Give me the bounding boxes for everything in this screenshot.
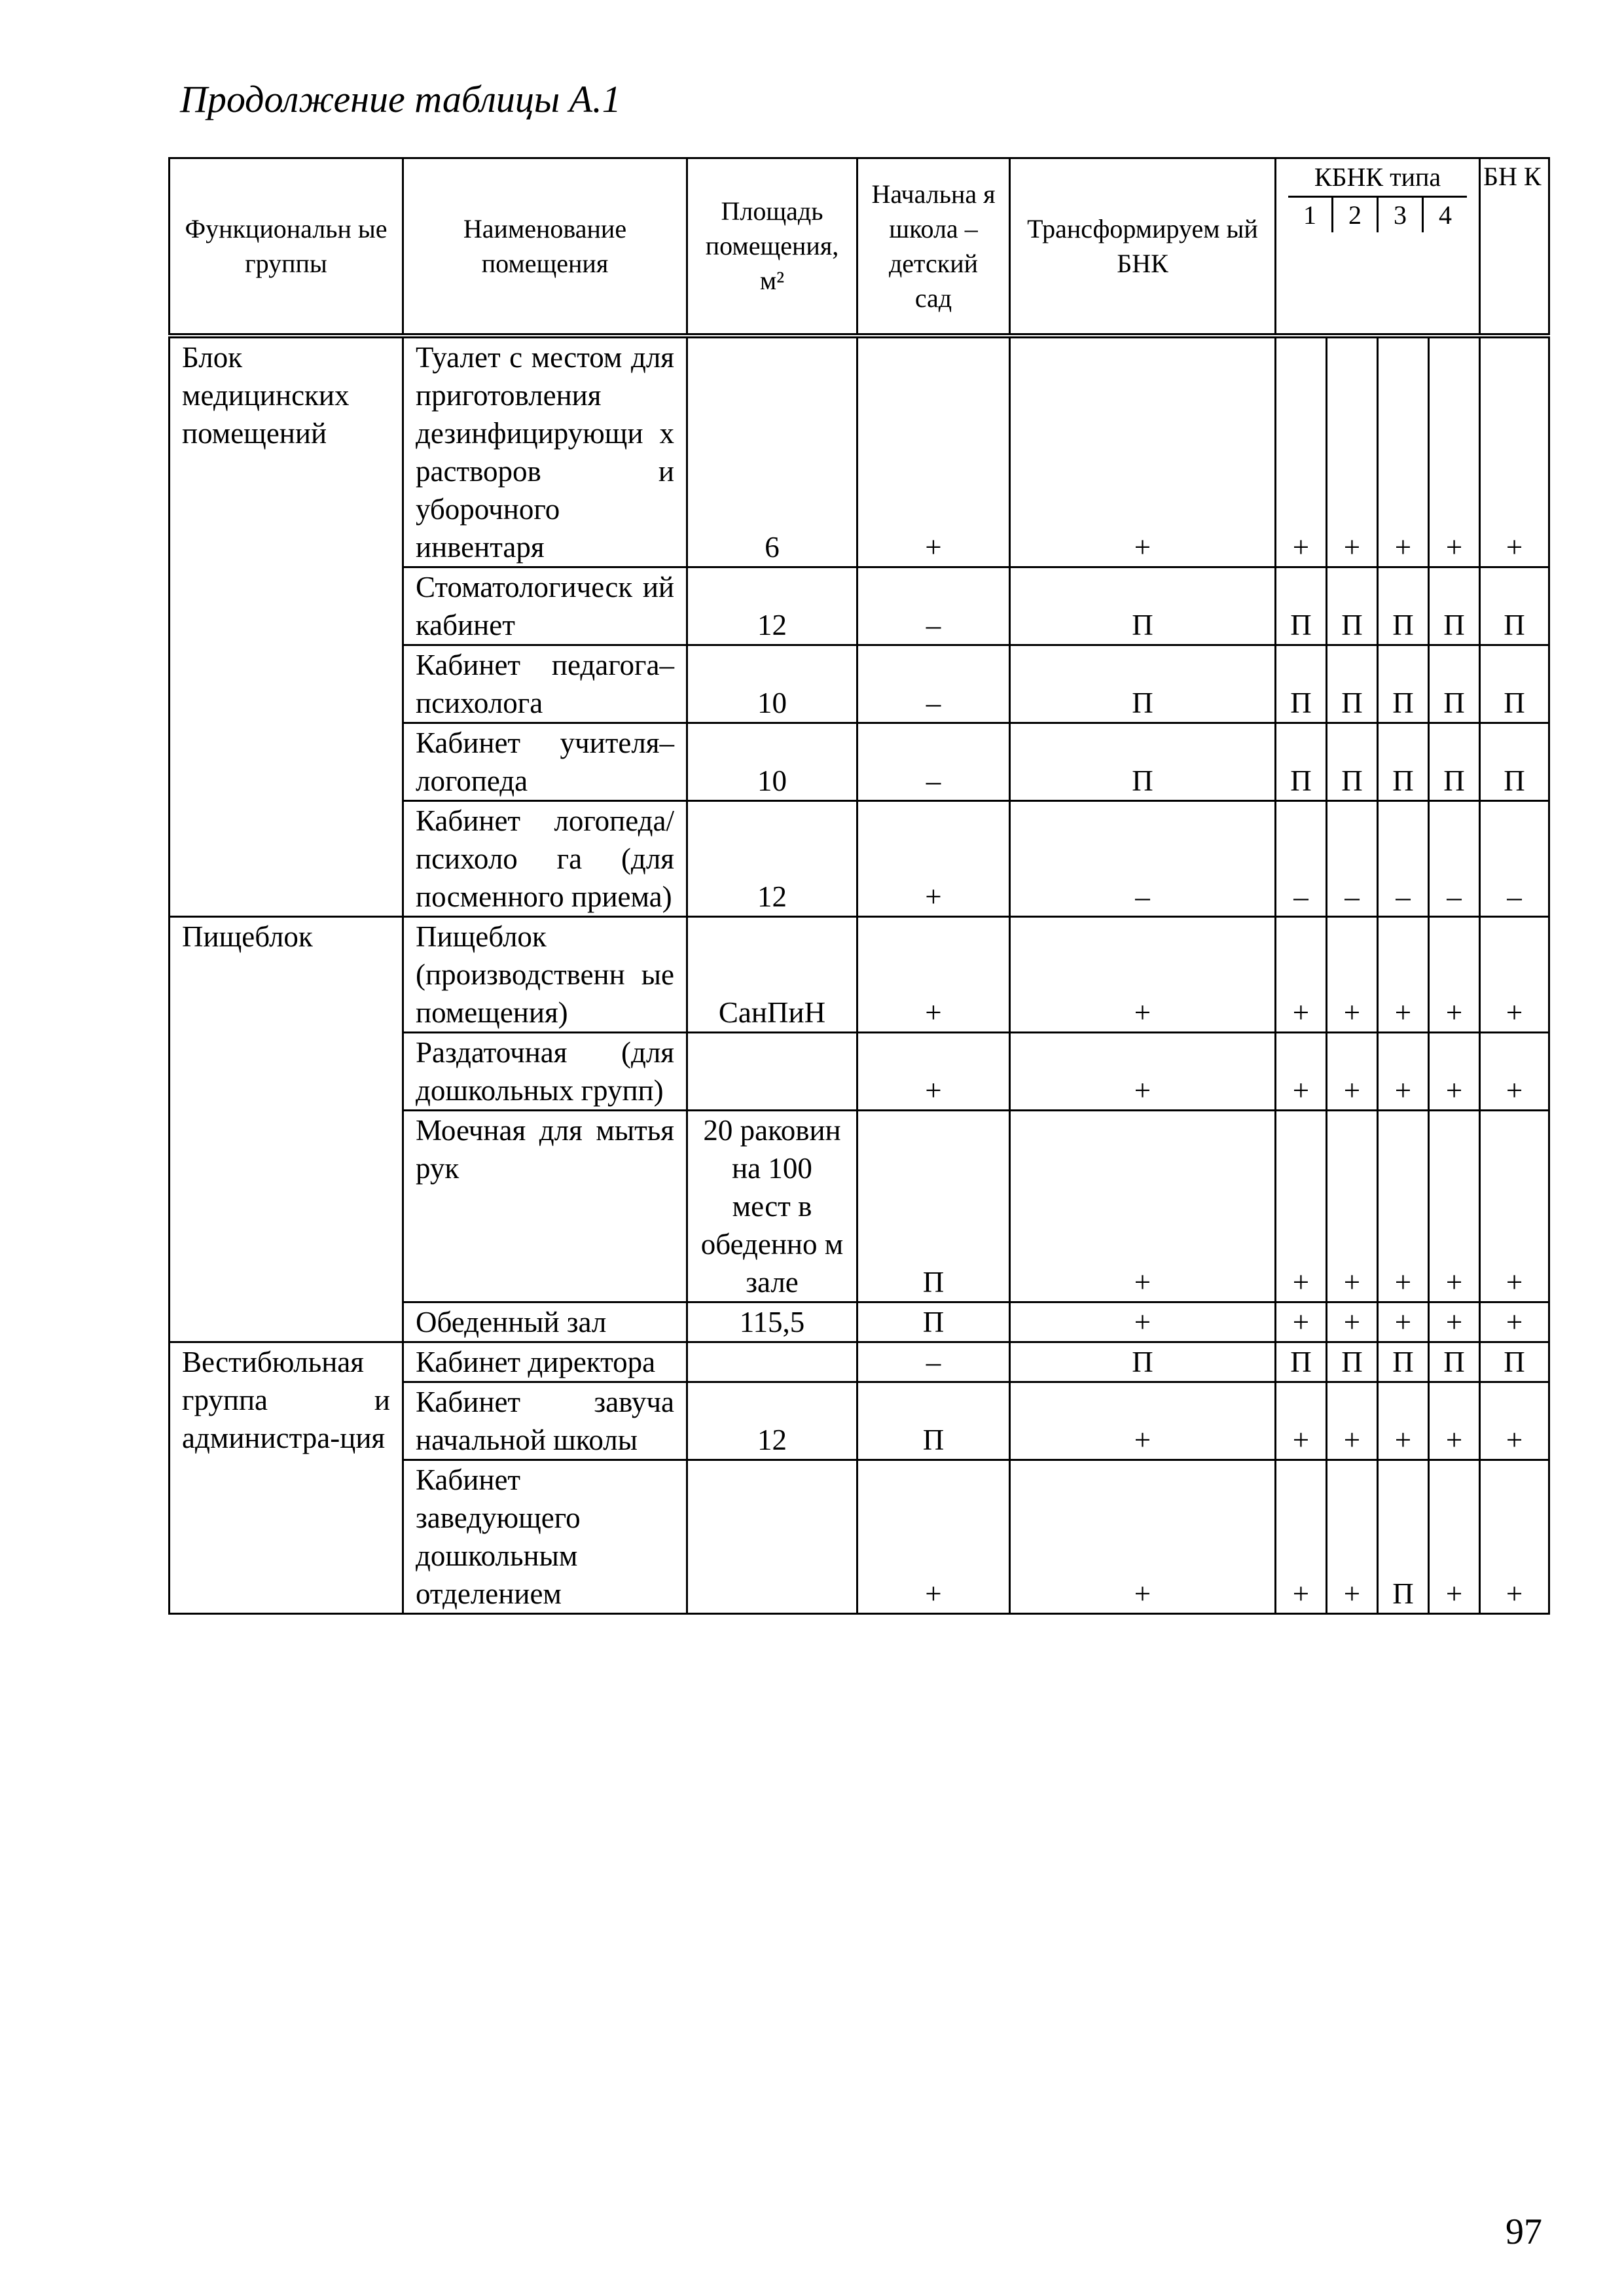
kbnk3-cell: П [1378,1460,1429,1613]
kbnk1-cell: + [1276,336,1327,567]
kbnk2-cell: + [1327,336,1378,567]
kbnk1-cell: П [1276,1342,1327,1382]
transform-cell: – [1010,800,1276,916]
school-cell: П [857,1302,1010,1342]
area-cell: 20 раковин на 100 мест в обеденно м зале [687,1110,857,1302]
header-bnk: БН К [1480,158,1549,336]
transform-cell: П [1010,723,1276,800]
room-name-cell: Кабинет педагога– психолога [403,645,687,723]
school-cell: + [857,336,1010,567]
bnk-cell: + [1480,1382,1549,1460]
area-cell: 115,5 [687,1302,857,1342]
area-cell: 12 [687,800,857,916]
transform-cell: П [1010,645,1276,723]
kbnk4-cell: П [1429,723,1480,800]
transform-cell: + [1010,336,1276,567]
kbnk4-cell: + [1429,1110,1480,1302]
header-school: Начальна я школа – детский сад [857,158,1010,336]
bnk-cell: + [1480,336,1549,567]
header-func-group: Функциональн ые группы [170,158,403,336]
kbnk1-cell: + [1276,1382,1327,1460]
kbnk3-cell: + [1378,916,1429,1032]
kbnk2-cell: + [1327,1460,1378,1613]
kbnk1-cell: – [1276,800,1327,916]
area-cell: 12 [687,567,857,645]
room-name-cell: Кабинет директора [403,1342,687,1382]
header-transform: Трансформируем ый БНК [1010,158,1276,336]
kbnk1-cell: + [1276,1302,1327,1342]
area-cell: 6 [687,336,857,567]
kbnk2-cell: + [1327,1382,1378,1460]
area-cell: 12 [687,1382,857,1460]
area-cell [687,1342,857,1382]
school-cell: П [857,1110,1010,1302]
kbnk3-cell: П [1378,645,1429,723]
rooms-table [168,157,1550,1615]
kbnk1-cell: + [1276,916,1327,1032]
room-name-cell: Кабинет заведующего дошкольным отделением [403,1460,687,1613]
school-cell: – [857,723,1010,800]
group-cell: Вестибюльная группа и администра-ция [170,1342,403,1613]
room-name-cell: Кабинет учителя– логопеда [403,723,687,800]
kbnk4-cell: П [1429,645,1480,723]
header-kbnk-type-4: 4 [1439,200,1452,230]
kbnk4-cell: П [1429,567,1480,645]
kbnk4-cell: – [1429,800,1480,916]
table-row [170,916,1549,1032]
bnk-cell: П [1480,567,1549,645]
kbnk2-cell: + [1327,1302,1378,1342]
transform-cell: П [1010,567,1276,645]
kbnk4-cell: + [1429,1032,1480,1110]
area-cell: СанПиН [687,916,857,1032]
kbnk1-cell: + [1276,1032,1327,1110]
transform-cell: П [1010,1342,1276,1382]
transform-cell: + [1010,916,1276,1032]
transform-cell: + [1010,1460,1276,1613]
kbnk3-cell: + [1378,1032,1429,1110]
bnk-cell: П [1480,1342,1549,1382]
bnk-cell: + [1480,1302,1549,1342]
kbnk3-cell: П [1378,1342,1429,1382]
school-cell: + [857,916,1010,1032]
bnk-cell: П [1480,645,1549,723]
kbnk3-cell: + [1378,336,1429,567]
group-cell: Пищеблок [170,916,403,1342]
room-name-cell: Обеденный зал [403,1302,687,1342]
bnk-cell: + [1480,1460,1549,1613]
kbnk3-cell: П [1378,567,1429,645]
room-name-cell: Кабинет завуча начальной школы [403,1382,687,1460]
header-kbnk-type-3: 3 [1379,198,1424,232]
kbnk4-cell: + [1429,336,1480,567]
kbnk2-cell: + [1327,916,1378,1032]
kbnk2-cell: П [1327,723,1378,800]
school-cell: П [857,1382,1010,1460]
transform-cell: + [1010,1382,1276,1460]
room-name-cell: Пищеблок (производственн ые помещения) [403,916,687,1032]
area-cell [687,1460,857,1613]
transform-cell: + [1010,1032,1276,1110]
kbnk3-cell: П [1378,723,1429,800]
bnk-cell: – [1480,800,1549,916]
header-kbnk-type-1: 1 [1288,198,1333,232]
kbnk1-cell: П [1276,645,1327,723]
kbnk3-cell: + [1378,1110,1429,1302]
kbnk1-cell: + [1276,1460,1327,1613]
room-name-cell: Раздаточная (для дошкольных групп) [403,1032,687,1110]
kbnk3-cell: + [1378,1302,1429,1342]
school-cell: + [857,800,1010,916]
room-name-cell: Туалет с местом для приготовления дезинфицирующи х растворов и уборочного инвентаря [403,336,687,567]
header-area: Площадь помещения, м² [687,158,857,336]
kbnk2-cell: П [1327,645,1378,723]
kbnk3-cell: – [1378,800,1429,916]
room-name-cell: Кабинет логопеда/психоло га (для посменного приема) [403,800,687,916]
school-cell: + [857,1460,1010,1613]
school-cell: + [857,1032,1010,1110]
school-cell: – [857,645,1010,723]
kbnk2-cell: + [1327,1032,1378,1110]
header-kbnk [1276,158,1480,336]
kbnk2-cell: – [1327,800,1378,916]
header-kbnk-type-2: 2 [1333,198,1379,232]
transform-cell: + [1010,1302,1276,1342]
kbnk2-cell: П [1327,567,1378,645]
table-row [170,1342,1549,1382]
kbnk1-cell: П [1276,567,1327,645]
kbnk4-cell: + [1429,1302,1480,1342]
bnk-cell: П [1480,723,1549,800]
bnk-cell: + [1480,1110,1549,1302]
transform-cell: + [1010,1110,1276,1302]
group-cell: Блок медицинских помещений [170,336,403,917]
room-name-cell: Стоматологическ ий кабинет [403,567,687,645]
header-room-name: Наименование помещения [403,158,687,336]
kbnk4-cell: + [1429,1382,1480,1460]
kbnk4-cell: + [1429,916,1480,1032]
kbnk1-cell: П [1276,723,1327,800]
table-caption: Продолжение таблицы А.1 [180,78,621,120]
area-cell: 10 [687,723,857,800]
bnk-cell: + [1480,916,1549,1032]
kbnk4-cell: + [1429,1460,1480,1613]
kbnk1-cell: + [1276,1110,1327,1302]
kbnk2-cell: П [1327,1342,1378,1382]
area-cell [687,1032,857,1110]
school-cell: – [857,567,1010,645]
header-kbnk-title: КБНК типа [1288,159,1467,198]
page-number: 97 [1506,2212,1542,2252]
table-row [170,336,1549,567]
area-cell: 10 [687,645,857,723]
bnk-cell: + [1480,1032,1549,1110]
kbnk4-cell: П [1429,1342,1480,1382]
room-name-cell: Моечная для мытья рук [403,1110,687,1302]
kbnk2-cell: + [1327,1110,1378,1302]
kbnk3-cell: + [1378,1382,1429,1460]
school-cell: – [857,1342,1010,1382]
